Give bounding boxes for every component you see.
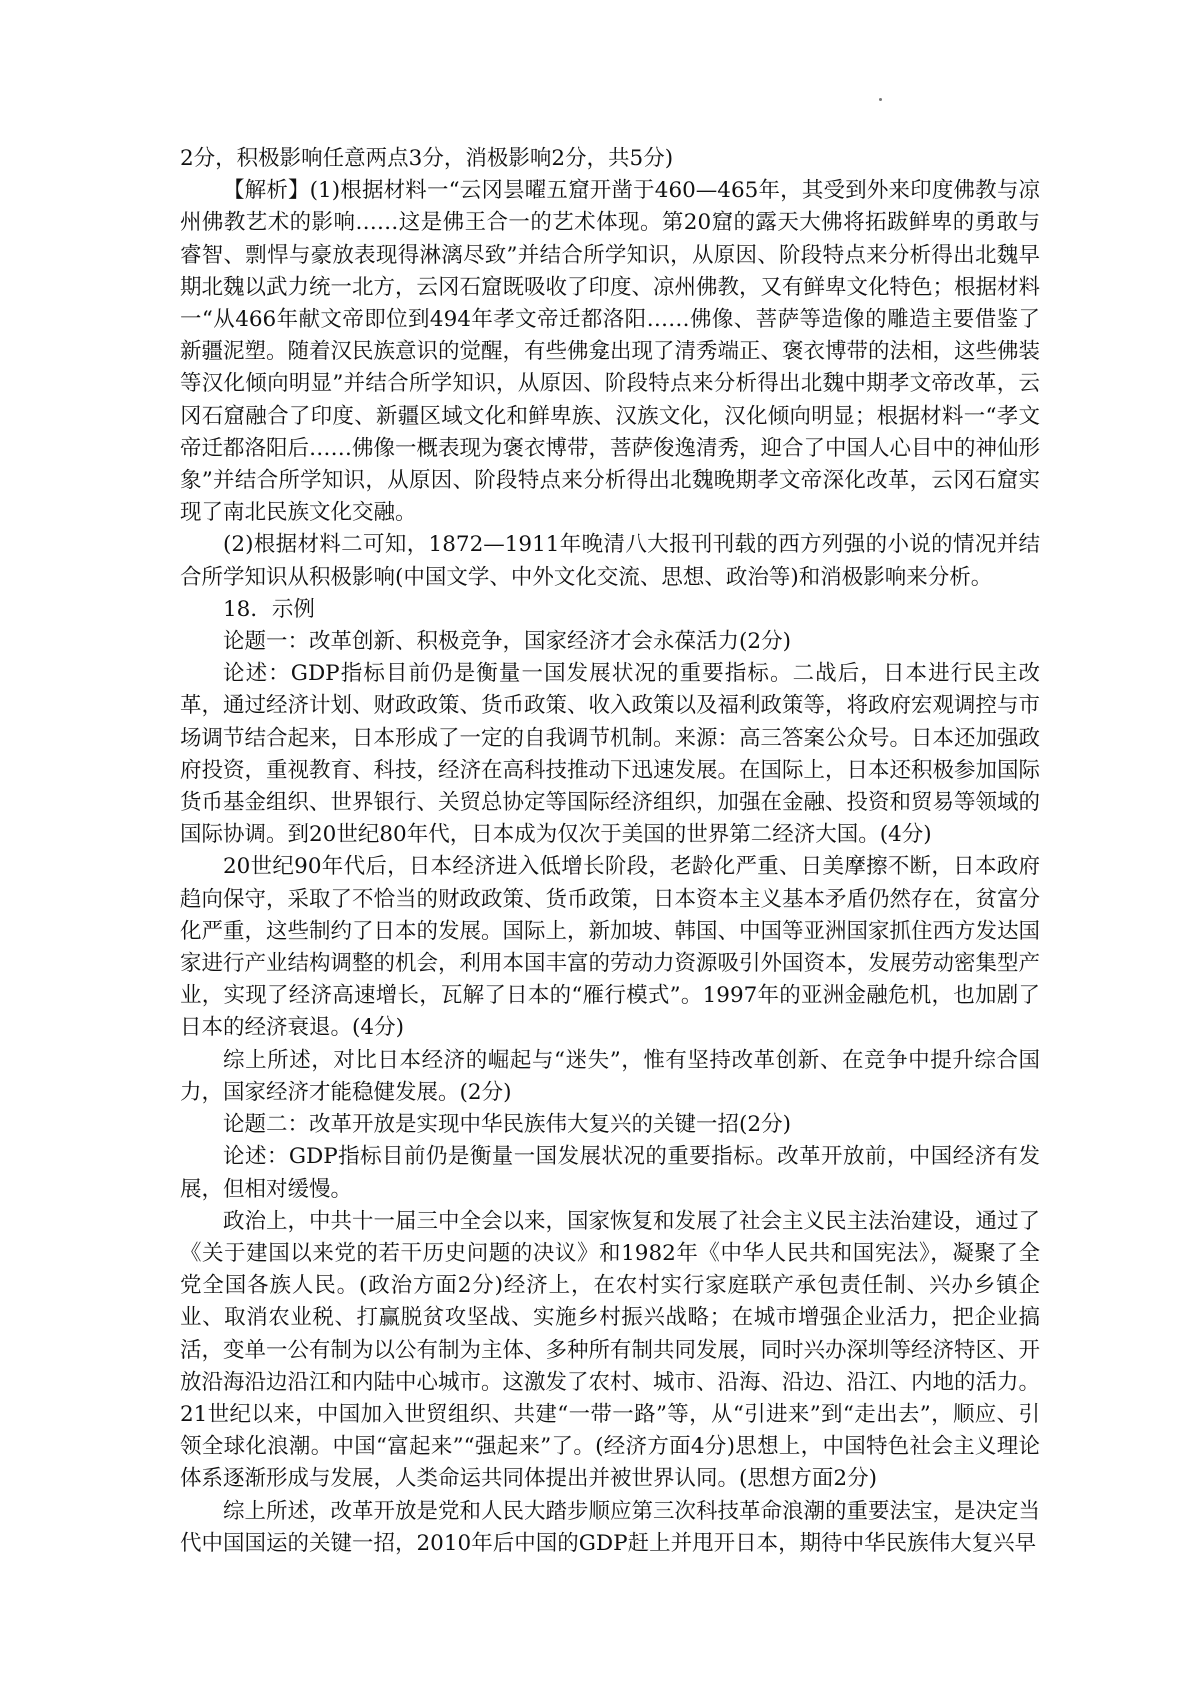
topic-one-argument-2: 20世纪90年代后，日本经济进入低增长阶段，老龄化严重、日美摩擦不断，日本政府趋向保守，采取了不恰当的财政政策、货币政策，日本资本主义基本矛盾仍然存在，贫富分化严重，这些制约了日本的发展。国际上，新加坡、韩国、中国等亚洲国家抓住西方发达国家进行产业结构调整的机会，利用本国丰富的劳动力资源吸引外国资本，发展劳动密集型产业，实现了经济高速增长，瓦解了日本的“雁行模式”。1997年的亚洲金融危机，也加剧了日本的经济衰退。(4分) (180, 854, 1041, 1041)
topic-one-argument-1: 论述：GDP指标目前仍是衡量一国发展状况的重要指标。二战后，日本进行民主改革，通过经济计划、财政政策、货币政策、收入政策以及福利政策等，将政府宏观调控与市场调节结合起来，日本形成了一定的自我调节机制。来源：高三答案公众号。日本还加强政府投资，重视教育、科技，经济在高科技推动下迅速发展。在国际上，日本还积极参加国际货币基金组织、世界银行、关贸总协定等国际经济组织，加强在金融、投资和贸易等领域的国际协调。到20世纪80年代，日本成为仅次于美国的世界第二经济大国。(4分) (180, 661, 1041, 848)
topic-two-conclusion: 综上所述，改革开放是党和人民大踏步顺应第三次科技革命浪潮的重要法宝，是决定当代中国国运的关键一招，2010年后中国的GDP赶上并甩开日本，期待中华民族伟大复兴早 (180, 1498, 1041, 1556)
topic-two-heading: 论题二：改革开放是实现中华民族伟大复兴的关键一招(2分) (223, 1112, 791, 1138)
paragraph-analysis-1: 【解析】(1)根据材料一“云冈昙曜五窟开凿于460—465年，其受到外来印度佛教与凉州佛教艺术的影响……这是佛王合一的艺术体现。第20窟的露天大佛将拓跋鲜卑的勇敢与睿智、剽悍与豪放表现得淋漓尽致”并结合所学知识，从原因、阶段特点来分析得出北魏早期北魏以武力统一北方，云冈石窟既吸收了印度、凉州佛教，又有鲜卑文化特色；根据材料一“从466年献文帝即位到494年孝文帝迁都洛阳……佛像、菩萨等造像的雕造主要借鉴了新疆泥塑。随着汉民族意识的觉醒，有些佛龛出现了清秀端正、褒衣博带的法相，这些佛装等汉化倾向明显”并结合所学知识，从原因、阶段特点来分析得出北魏中期孝文帝改革，云冈石窟融合了印度、新疆区域文化和鲜卑族、汉族文化，汉化倾向明显；根据材料一“孝文帝迁都洛阳后……佛像一概表现为褒衣博带，菩萨俊逸清秀，迎合了中国人心目中的神仙形象”并结合所学知识，从原因、阶段特点来分析得出北魏晚期孝文帝深化改革，云冈石窟实现了南北民族文化交融。 (180, 178, 1041, 526)
topic-two-argument-body: 政治上，中共十一届三中全会以来，国家恢复和发展了社会主义民主法治建设，通过了《关于建国以来党的若干历史问题的决议》和1982年《中华人民共和国宪法》，凝聚了全党全国各族人民。(政治方面2分)经济上，在农村实行家庭联产承包责任制、兴办乡镇企业、取消农业税、打赢脱贫攻坚战、实施乡村振兴战略；在城市增强企业活力，把企业搞活，变单一公有制为以公有制为主体、多种所有制共同发展，同时兴办深圳等经济特区、开放沿海沿边沿江和内陆中心城市。这激发了农村、城市、沿海、沿边、沿江、内地的活力。21世纪以来，中国加入世贸组织、共建“一带一路”等，从“引进来”到“走出去”，顺应、引领全球化浪潮。中国“富起来”“强起来”了。(经济方面4分)思想上，中国特色社会主义理论体系逐渐形成与发展，人类命运共同体提出并被世界认同。(思想方面2分) (180, 1208, 1041, 1492)
topic-one-heading: 论题一：改革创新、积极竞争，国家经济才会永葆活力(2分) (223, 629, 791, 655)
question-18-heading: 18．示例 (223, 596, 315, 622)
document-body (180, 143, 1040, 1560)
paragraph-analysis-2: (2)根据材料二可知，1872—1911年晚清八大报刊刊载的西方列强的小说的情况并结合所学知识从积极影响(中国文学、中外文化交流、思想、政治等)和消极影响来分析。 (180, 532, 1040, 590)
topic-two-argument-intro: 论述：GDP指标目前仍是衡量一国发展状况的重要指标。改革开放前，中国经济有发展，但相对缓慢。 (180, 1144, 1040, 1202)
paragraph-score-note: 2分，积极影响任意两点3分，消极影响2分，共5分) (180, 146, 674, 171)
topic-one-conclusion: 综上所述，对比日本经济的崛起与“迷失”，惟有坚持改革创新、在竞争中提升综合国力，国家经济才能稳健发展。(2分) (180, 1047, 1040, 1105)
corner-dot-mark (879, 98, 882, 101)
